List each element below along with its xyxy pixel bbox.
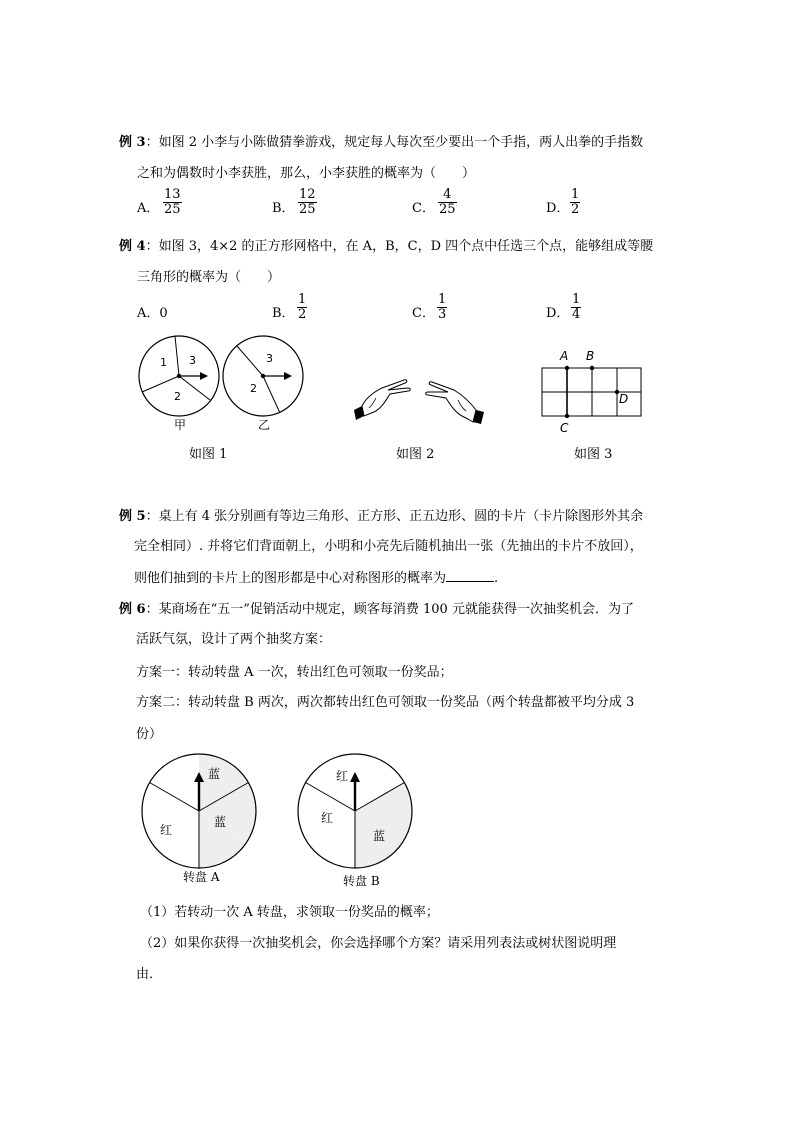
ex3-option-b-fraction xyxy=(298,188,317,217)
ex3-d-num: 1 xyxy=(571,187,580,202)
spinner-b-label-blue: 蓝 xyxy=(373,829,386,843)
spinner-jia-name: 甲 xyxy=(174,418,187,432)
spinner-yi-label-2: 2 xyxy=(250,382,257,395)
ex3-option-d-letter: D． xyxy=(546,201,570,216)
ex5-line1 xyxy=(119,505,643,524)
spinner-a-label-red: 红 xyxy=(160,823,173,837)
ex3-c-num: 4 xyxy=(438,188,457,203)
spinner-jia-label-3: 3 xyxy=(189,354,196,367)
ex6-text-1: ：某商场在“五一”促销活动中规定，顾客每消费 100 元就能获得一次抽奖机会．为了 xyxy=(145,602,634,617)
spinner-yi-name: 乙 xyxy=(258,418,271,432)
arrow-right-icon xyxy=(284,372,292,380)
ex4-text-1: ：如图 3，4×2 的正方形网格中，在 A，B，C，D 四个点中任选三个点，能够组成等腰 xyxy=(145,239,654,254)
ex4-c-num: 1 xyxy=(438,292,447,307)
ex6-line2: 活跃气氛，设计了两个抽奖方案： xyxy=(136,632,332,647)
ex6-question-2: （2）如果你获得一次抽奖机会，你会选择哪个方案？请采用列表法或树状图说明理 xyxy=(140,936,617,951)
ex6-line1 xyxy=(119,598,634,617)
ex3-option-c-fraction xyxy=(438,188,457,217)
arrow-up-icon xyxy=(350,772,360,782)
ex3-line1 xyxy=(119,131,643,150)
ex5-period: . xyxy=(494,571,499,586)
spinner-jia-divider-1 xyxy=(175,336,179,376)
answer-blank xyxy=(446,571,494,582)
ex3-option-a-letter: A． xyxy=(137,201,160,216)
spinner-b-caption: 转盘 B xyxy=(343,874,380,888)
figure-3-grid xyxy=(534,344,654,436)
point-a-label: A xyxy=(560,349,569,363)
spinner-a-caption: 转盘 A xyxy=(183,870,220,884)
ex4-option-c-fraction xyxy=(437,293,447,322)
spinner-jia-pivot xyxy=(177,374,181,378)
ex4-option-c-letter: C． xyxy=(412,306,435,321)
ex4-option-d-letter: D． xyxy=(546,306,570,321)
ex4-option-b-fraction xyxy=(297,293,307,322)
ex4-option-a: A．0 xyxy=(137,306,168,321)
ex4-option-b-letter: B． xyxy=(272,306,295,321)
point-b xyxy=(590,366,594,370)
ex3-option-a-fraction xyxy=(163,188,182,217)
ex3-line2: 之和为偶数时小李获胜，那么，小李获胜的概率为（ ） xyxy=(137,166,476,181)
ex4-d-num: 1 xyxy=(572,292,581,307)
figure-1-caption: 如图 1 xyxy=(189,447,228,462)
ex3-b-den: 25 xyxy=(299,202,316,217)
point-b-label: B xyxy=(586,349,595,363)
ex5-line3 xyxy=(134,567,498,586)
figure-3-caption: 如图 3 xyxy=(574,447,613,462)
point-a xyxy=(565,366,569,370)
hand-right-icon xyxy=(426,382,484,424)
spinner-a-label-blue-bottom: 蓝 xyxy=(214,815,227,829)
ex3-d-den: 2 xyxy=(571,202,580,217)
ex5-text-3: 则他们抽到的卡片上的图形都是中心对称图形的概率为 xyxy=(134,571,447,586)
ex4-d-den: 4 xyxy=(572,307,581,322)
ex4-option-d-fraction xyxy=(571,293,581,322)
point-c-label: C xyxy=(560,421,569,435)
ex6-plan2-cont: 份） xyxy=(136,727,163,742)
spinner-jia-divider-2 xyxy=(179,376,210,400)
ex3-text-1: ：如图 2 小李与小陈做猜拳游戏，规定每人每次至少要出一个手指，两人出拳的手指数 xyxy=(145,135,644,150)
spinner-b-label-red-left: 红 xyxy=(321,811,334,825)
spinner-a-label-blue-top: 蓝 xyxy=(208,767,221,781)
spinner-b-divider-3 xyxy=(306,783,355,812)
spinner-b xyxy=(298,754,412,868)
ex6-question-2-cont: 由． xyxy=(136,967,163,982)
point-d-label: D xyxy=(619,392,629,406)
ex3-option-d-fraction xyxy=(570,188,580,217)
spinner-yi-pivot xyxy=(261,374,265,378)
spinner-jia-label-2: 2 xyxy=(174,390,181,403)
spinners-ab xyxy=(138,748,428,888)
ex3-option-b-letter: B． xyxy=(272,201,295,216)
spinner-a-divider-3 xyxy=(150,783,199,812)
figure-2-hands xyxy=(352,372,486,430)
ex3-c-den: 25 xyxy=(439,202,456,217)
ex5-label: 例 5 xyxy=(119,509,146,524)
figure-2-caption: 如图 2 xyxy=(396,447,435,462)
ex6-plan1: 方案一：转动转盘 A 一次，转出红色可领取一份奖品； xyxy=(136,665,453,680)
spinner-yi-label-3: 3 xyxy=(266,352,273,365)
ex3-option-c-letter: C． xyxy=(412,201,435,216)
ex4-line2: 三角形的概率为（ ） xyxy=(137,270,281,285)
spinner-jia-label-1: 1 xyxy=(160,356,167,369)
spinner-a xyxy=(142,754,256,868)
ex3-label: 例 3 xyxy=(119,135,146,150)
ex4-c-den: 3 xyxy=(438,307,447,322)
ex4-line1 xyxy=(119,235,653,254)
ex6-question-1: （1）若转动一次 A 转盘，求领取一份奖品的概率； xyxy=(140,905,439,920)
point-c xyxy=(565,414,569,418)
ex4-b-den: 2 xyxy=(298,307,307,322)
ex3-b-num: 12 xyxy=(299,187,316,202)
spinner-yi-divider-2 xyxy=(263,376,280,413)
spinner-b-label-red-top: 红 xyxy=(336,769,349,783)
ex5-line2: 完全相同）. 并将它们背面朝上，小明和小亮先后随机抽出一张（先抽出的卡片不放回）， xyxy=(134,539,643,554)
ex3-a-den: 25 xyxy=(164,202,181,217)
spinner-yi-divider-1 xyxy=(237,346,263,376)
ex4-b-num: 1 xyxy=(298,292,307,307)
figure-1-spinners xyxy=(130,330,315,435)
ex6-label: 例 6 xyxy=(119,602,146,617)
ex3-a-num: 13 xyxy=(164,187,181,202)
arrow-right-icon xyxy=(200,372,208,380)
ex4-label: 例 4 xyxy=(119,239,146,254)
ex5-text-1: ：桌上有 4 张分别画有等边三角形、正方形、正五边形、圆的卡片（卡片除图形外其余 xyxy=(145,509,644,524)
hand-left-icon xyxy=(354,380,410,420)
ex6-plan2: 方案二：转动转盘 B 两次，两次都转出红色可领取一份奖品（两个转盘都被平均分成 3 xyxy=(136,695,635,710)
spinner-b-sector-blue xyxy=(355,783,412,869)
